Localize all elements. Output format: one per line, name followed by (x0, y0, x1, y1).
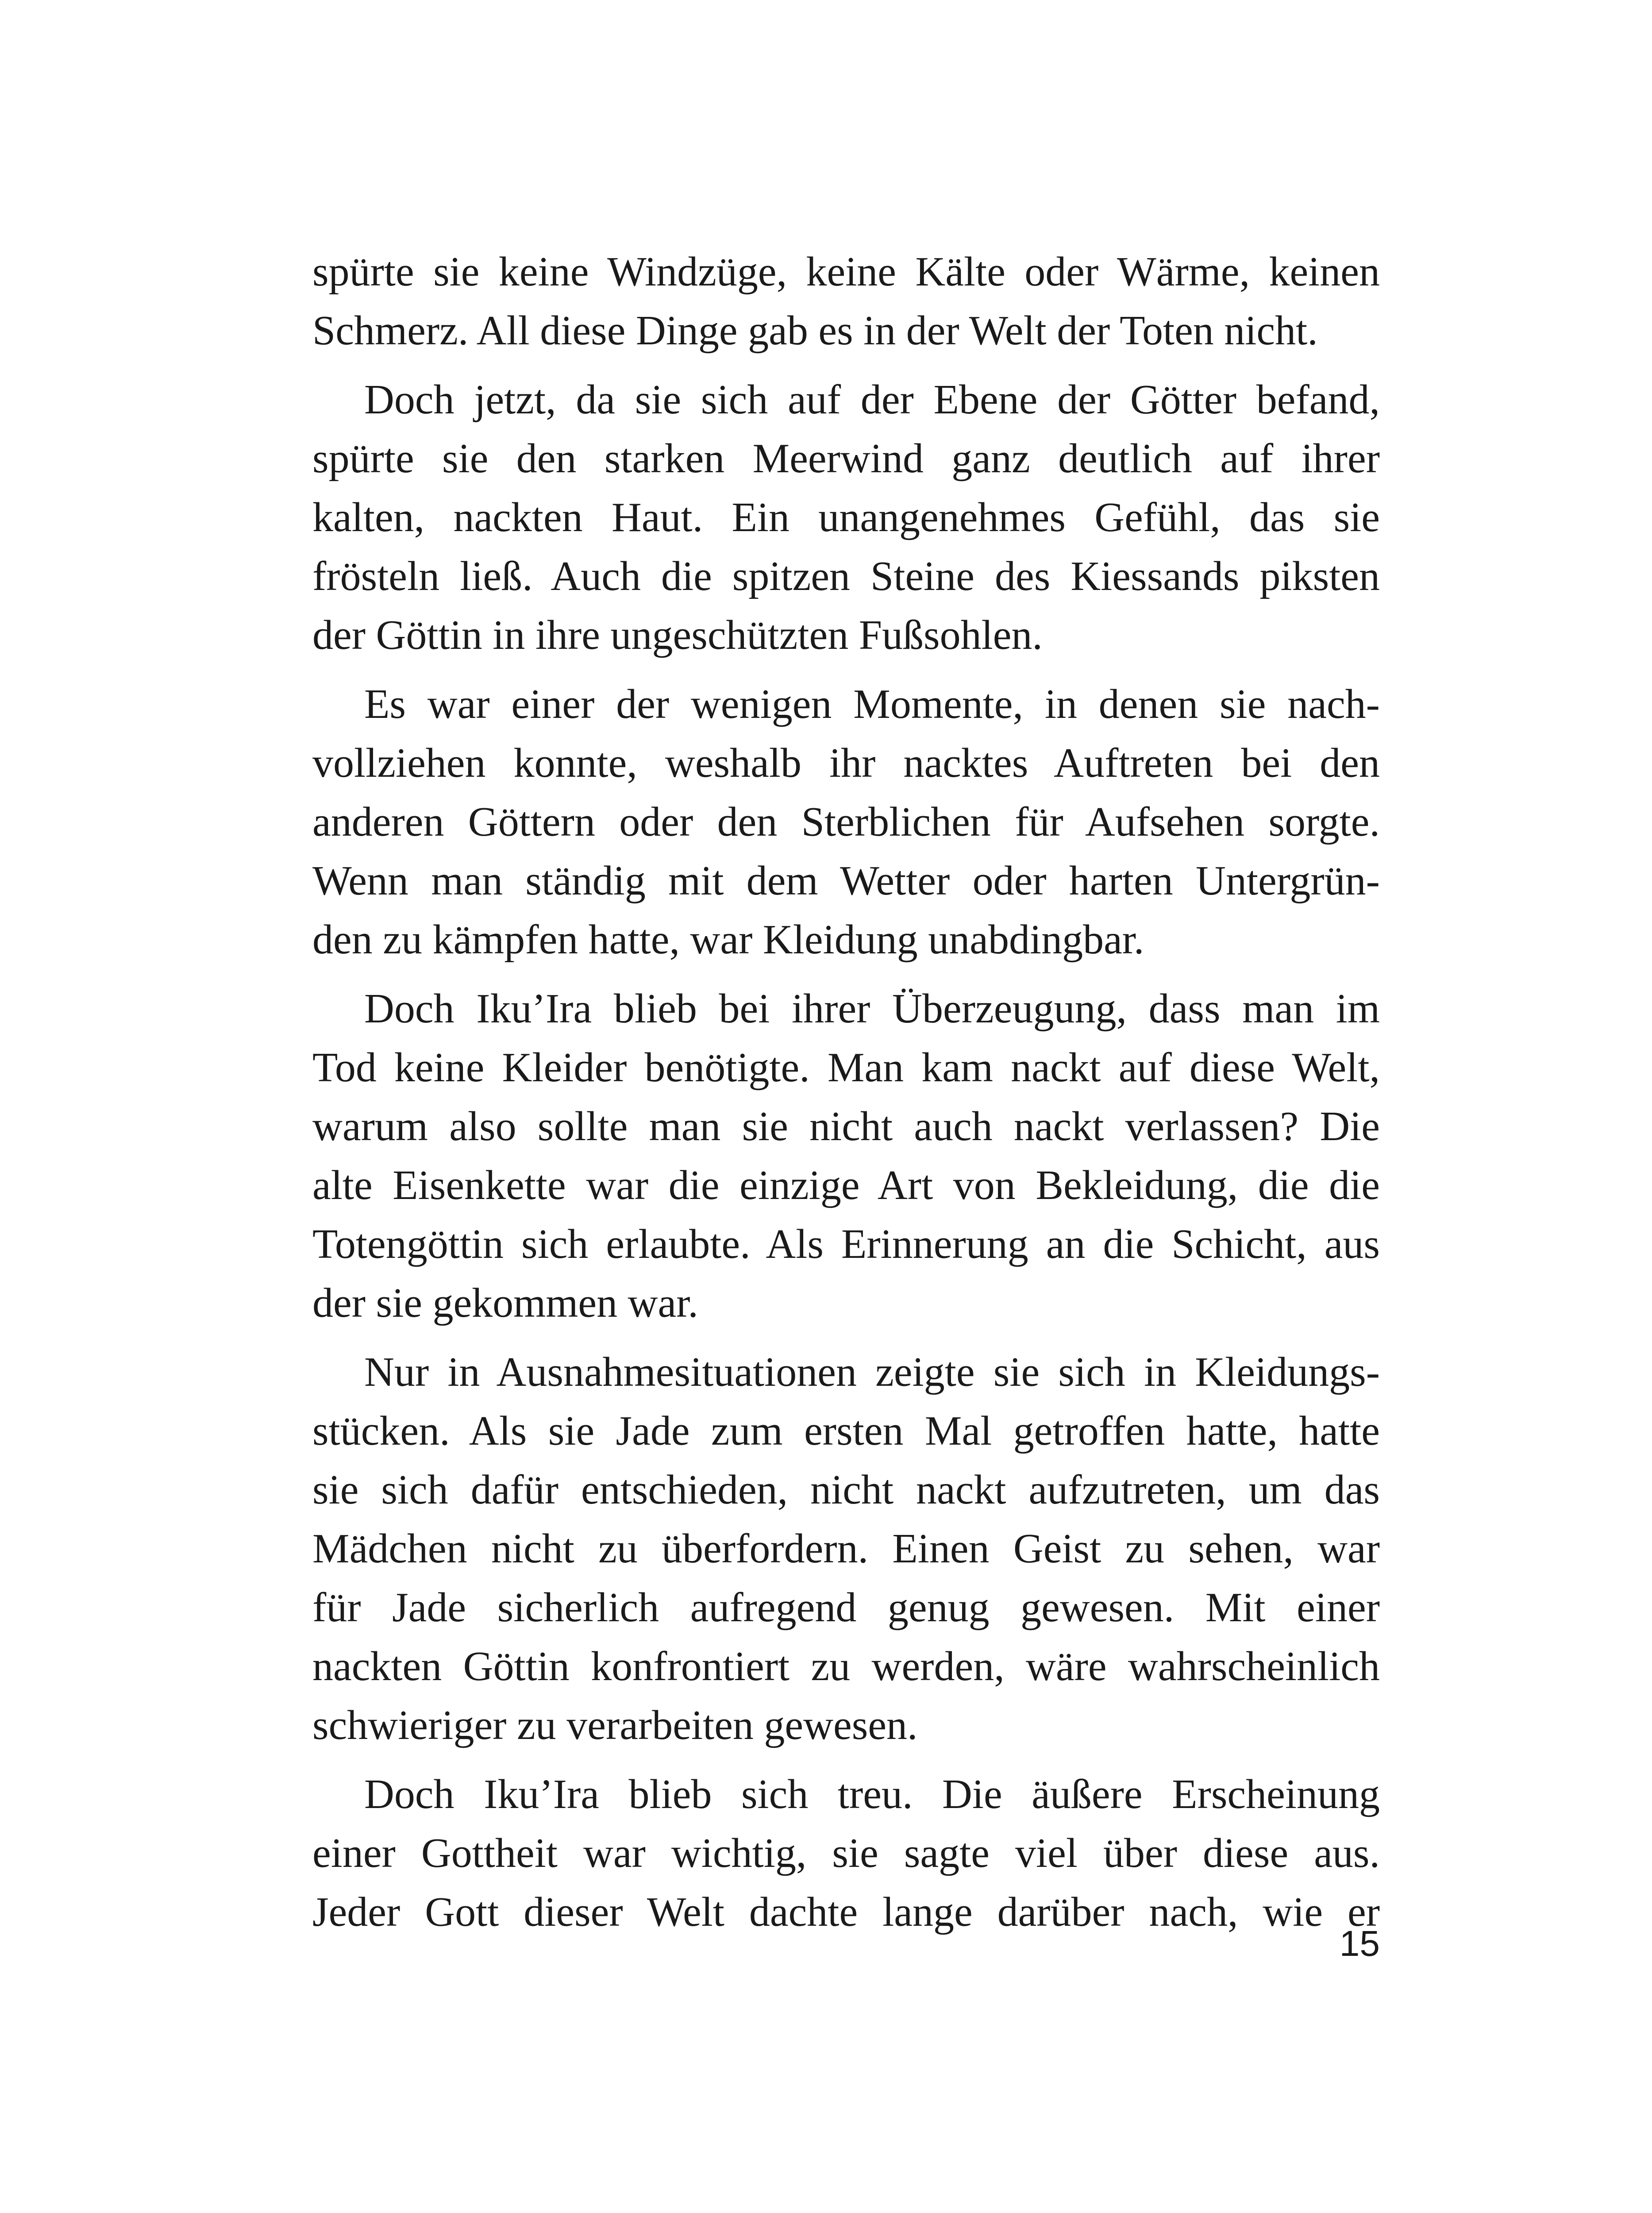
text-line: für Jade sicherlich aufregend genug gewesen. Mit einer (312, 1585, 1380, 1631)
paragraph-gap (312, 360, 1380, 370)
text-line: Es war einer der wenigen Momente, in denen sie nach- (364, 681, 1380, 727)
page-number: 15 (1339, 1924, 1380, 1964)
text-line: kalten, nackten Haut. Ein unangenehmes Gefühl, das sie (312, 494, 1380, 540)
text-line: Doch Iku’Ira blieb sich treu. Die äußere Erscheinung (364, 1771, 1380, 1817)
text-line: Mädchen nicht zu überfordern. Einen Geist zu sehen, war (312, 1526, 1380, 1572)
text-line: nackten Göttin konfrontiert zu werden, wäre wahrscheinlich (312, 1643, 1380, 1689)
text-line: Schmerz. All diese Dinge gab es in der Welt der Toten nicht. (312, 308, 1318, 354)
text-line: Tod keine Kleider benötigte. Man kam nackt auf diese Welt, (312, 1045, 1380, 1091)
text-line: der sie gekommen war. (312, 1280, 698, 1326)
text-line: vollziehen konnte, weshalb ihr nacktes Auftreten bei den (312, 740, 1380, 786)
text-line: anderen Göttern oder den Sterblichen für Aufsehen sorgte. (312, 799, 1380, 845)
text-line: sie sich dafür entschieden, nicht nackt aufzutreten, um das (312, 1467, 1380, 1513)
paragraph (312, 979, 1380, 1333)
paragraph-gap (312, 665, 1380, 675)
paragraph (312, 1765, 1380, 1942)
text-line: spürte sie den starken Meerwind ganz deutlich auf ihrer (312, 436, 1380, 482)
body-text (312, 243, 1380, 1942)
paragraph-gap (312, 969, 1380, 979)
paragraph (312, 243, 1380, 360)
text-line: einer Gottheit war wichtig, sie sagte viel über diese aus. (312, 1830, 1380, 1876)
text-line: Doch jetzt, da sie sich auf der Ebene der Götter befand, (364, 377, 1380, 423)
text-line: Totengöttin sich erlaubte. Als Erinnerung an die Schicht, aus (312, 1221, 1380, 1267)
paragraph-gap (312, 1755, 1380, 1765)
paragraph (312, 370, 1380, 665)
text-line: Wenn man ständig mit dem Wetter oder harten Untergrün- (312, 858, 1380, 904)
paragraph-gap (312, 1333, 1380, 1343)
text-line: frösteln ließ. Auch die spitzen Steine des Kiessands piksten (312, 553, 1380, 599)
text-line: Nur in Ausnahmesituationen zeigte sie sich in Kleidungs- (364, 1349, 1380, 1395)
paragraph (312, 1343, 1380, 1755)
text-line: den zu kämpfen hatte, war Kleidung unabdingbar. (312, 917, 1144, 963)
text-line: warum also sollte man sie nicht auch nackt verlassen? Die (312, 1103, 1380, 1149)
text-line: schwieriger zu verarbeiten gewesen. (312, 1702, 918, 1748)
text-line: der Göttin in ihre ungeschützten Fußsohlen. (312, 612, 1043, 658)
paragraph (312, 675, 1380, 969)
text-line: Jeder Gott dieser Welt dachte lange darüber nach, wie er (312, 1889, 1380, 1935)
text-line: spürte sie keine Windzüge, keine Kälte oder Wärme, keinen (312, 249, 1380, 295)
text-line: Doch Iku’Ira blieb bei ihrer Überzeugung, dass man im (364, 986, 1380, 1032)
text-line: stücken. Als sie Jade zum ersten Mal getroffen hatte, hatte (312, 1408, 1380, 1454)
text-line: alte Eisenkette war die einzige Art von Bekleidung, die die (312, 1162, 1380, 1208)
